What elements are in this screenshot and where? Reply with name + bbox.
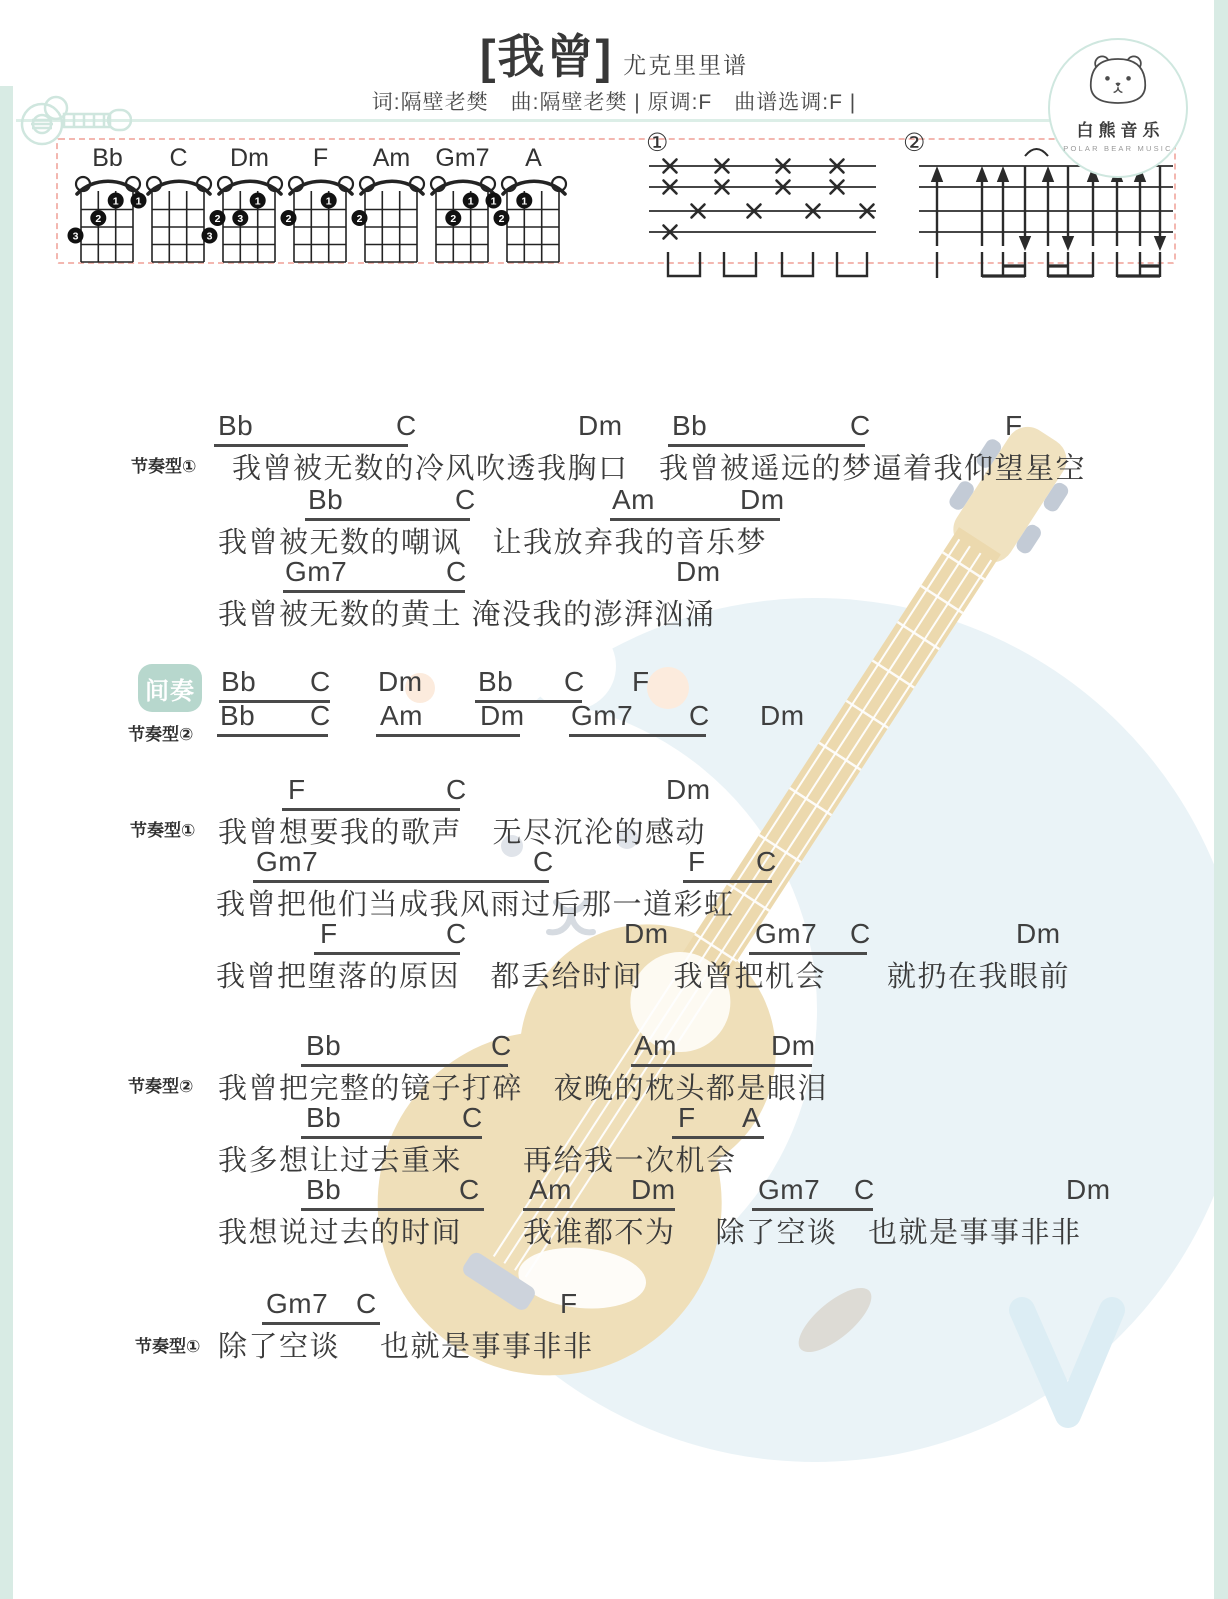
chord-label: F <box>678 1102 696 1133</box>
chord-diagram-name: Gm7 <box>435 144 490 172</box>
chord-label: Dm <box>676 556 721 587</box>
chord-label: Bb <box>218 410 254 441</box>
rhythm-pattern-2-label: ② <box>903 129 926 157</box>
chord-label: F <box>288 774 306 805</box>
interlude-badge: 间奏 <box>138 664 202 712</box>
song-title: [我曾] <box>479 30 614 83</box>
lyric-line: 我曾被无数的冷风吹透我胸口 我曾被遥远的梦逼着我仰望星空 <box>232 453 1087 485</box>
svg-text:2: 2 <box>498 212 504 225</box>
logo-name-cn: 白熊音乐 <box>1076 121 1165 140</box>
lyric-line: 我曾被无数的黄土 淹没我的澎湃汹涌 <box>218 599 716 631</box>
lyric-line: 我曾把完整的镜子打碎 夜晚的枕头都是眼泪 <box>218 1073 829 1105</box>
svg-text:1: 1 <box>254 195 261 208</box>
rhythm-type-label: 节奏型② <box>128 725 194 744</box>
polar-bear-logo <box>1048 38 1188 178</box>
chord-underline <box>217 734 328 737</box>
lyric-line: 我曾把他们当成我风雨过后那一道彩虹 <box>216 889 735 921</box>
svg-text:2: 2 <box>356 212 362 225</box>
chord-label: Gm7 <box>571 700 634 731</box>
chord-label: C <box>850 410 871 441</box>
chord-label: F <box>1005 410 1023 441</box>
chord-label: Am <box>634 1030 677 1061</box>
lyric-line: 我想说过去的时间 我谁都不为 除了空谈 也就是事事非非 <box>218 1217 1082 1249</box>
svg-text:3: 3 <box>206 230 212 243</box>
chord-underline <box>569 734 706 737</box>
chord-label: Dm <box>378 666 423 697</box>
chord-label: Bb <box>306 1030 342 1061</box>
chord-label: Dm <box>480 700 525 731</box>
chord-label: A <box>742 1102 762 1133</box>
svg-text:2: 2 <box>214 212 220 225</box>
chord-label: C <box>689 700 710 731</box>
lyric-line: 我曾被无数的嘲讽 让我放弃我的音乐梦 <box>218 527 768 559</box>
chord-label: C <box>455 484 476 515</box>
chord-label: Dm <box>666 774 711 805</box>
lyric-line: 我多想让过去重来 再给我一次机会 <box>218 1145 737 1177</box>
chord-label: C <box>850 918 871 949</box>
chord-label: Bb <box>478 666 514 697</box>
logo-name-en: POLAR BEAR MUSIC <box>1063 144 1173 153</box>
chord-label: F <box>688 846 706 877</box>
chord-label: Gm7 <box>758 1174 821 1205</box>
chord-label: C <box>446 774 467 805</box>
chord-label: C <box>310 666 331 697</box>
svg-text:1: 1 <box>135 195 141 208</box>
rhythm-type-label: 节奏型② <box>128 1077 194 1096</box>
chord-label: Am <box>529 1174 572 1205</box>
svg-text:2: 2 <box>285 212 291 225</box>
chord-label: Dm <box>578 410 623 441</box>
chord-label: C <box>396 410 417 441</box>
chord-underline <box>376 734 520 737</box>
chord-label: Bb <box>308 484 344 515</box>
chord-label: Dm <box>771 1030 816 1061</box>
rhythm-type-label: 节奏型① <box>135 1337 201 1356</box>
lyric-line: 除了空谈 也就是事事非非 <box>218 1331 594 1363</box>
chord-label: Dm <box>1066 1174 1111 1205</box>
chord-label: Dm <box>760 700 805 731</box>
chord-label: Gm7 <box>266 1288 329 1319</box>
chord-label: C <box>459 1174 480 1205</box>
chord-label: C <box>462 1102 483 1133</box>
chord-label: F <box>560 1288 578 1319</box>
chord-label: Bb <box>220 700 256 731</box>
chord-label: C <box>854 1174 875 1205</box>
rhythm-pattern-1-label: ① <box>646 129 669 157</box>
rhythm-type-label: 节奏型① <box>130 821 196 840</box>
chord-diagram-name: Am <box>372 144 411 172</box>
chord-diagram-name: A <box>525 144 542 172</box>
bear-face-icon <box>1073 52 1163 110</box>
chord-label: Am <box>612 484 655 515</box>
chord-label: C <box>310 700 331 731</box>
chord-label: Bb <box>306 1102 342 1133</box>
chord-label: Bb <box>221 666 257 697</box>
svg-text:2: 2 <box>449 212 456 225</box>
chord-label: Dm <box>624 918 669 949</box>
chord-label: C <box>446 556 467 587</box>
svg-text:1: 1 <box>325 195 332 208</box>
svg-text:2: 2 <box>94 212 101 225</box>
chord-label: Bb <box>306 1174 342 1205</box>
rhythm-type-label: 节奏型① <box>131 457 197 476</box>
chord-diagram-name: F <box>312 144 329 172</box>
chord-diagram-name: Bb <box>92 144 123 172</box>
chord-label: Dm <box>631 1174 676 1205</box>
chord-diagram-name: Dm <box>230 144 269 172</box>
chord-label: Am <box>380 700 423 731</box>
chord-label: Gm7 <box>256 846 319 877</box>
chord-label: C <box>491 1030 512 1061</box>
lyric-line: 我曾把堕落的原因 都丢给时间 我曾把机会 就扔在我眼前 <box>216 961 1071 993</box>
chord-label: Gm7 <box>285 556 348 587</box>
chord-label: C <box>356 1288 377 1319</box>
chord-label: Bb <box>672 410 708 441</box>
svg-text:1: 1 <box>112 195 119 208</box>
svg-text:1: 1 <box>490 195 496 208</box>
chord-diagram-name: C <box>169 144 188 172</box>
credits-line: 词:隔壁老樊 曲:隔壁老樊 | 原调:F 曲谱选调:F | <box>371 91 857 114</box>
chord-label: F <box>632 666 650 697</box>
chord-label: C <box>446 918 467 949</box>
chord-label: Gm7 <box>755 918 818 949</box>
lyric-line: 我曾想要我的歌声 无尽沉沦的感动 <box>218 817 707 849</box>
chord-label: C <box>756 846 777 877</box>
sheet-type-label: 尤克里里谱 <box>623 52 749 78</box>
chord-label: C <box>533 846 554 877</box>
chord-label: Dm <box>1016 918 1061 949</box>
svg-text:3: 3 <box>236 212 243 225</box>
svg-text:3: 3 <box>72 230 78 243</box>
svg-text:1: 1 <box>467 195 474 208</box>
chord-label: F <box>320 918 338 949</box>
chord-label: C <box>564 666 585 697</box>
svg-text:1: 1 <box>520 195 527 208</box>
chord-label: Dm <box>740 484 785 515</box>
